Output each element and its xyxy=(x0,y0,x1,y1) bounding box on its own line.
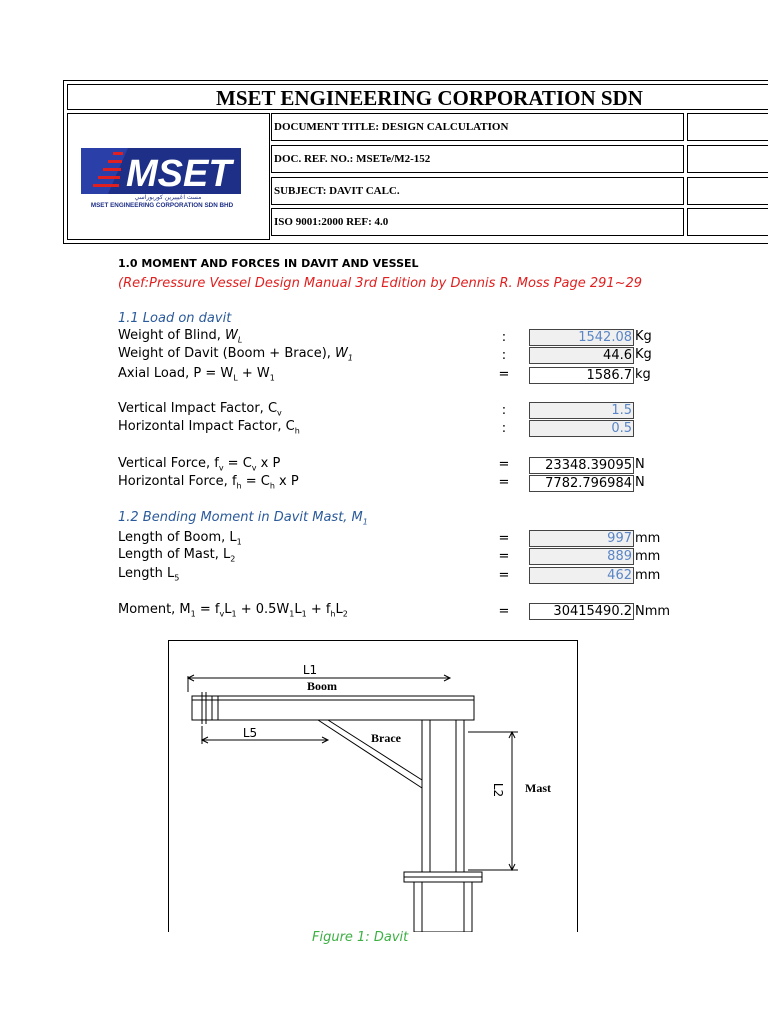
reference-note: (Ref:Pressure Vessel Design Manual 3rd Edition by Dennis R. Moss Page 291~29 xyxy=(118,276,643,291)
weight-blind-unit: Kg xyxy=(635,329,652,344)
equals: = xyxy=(498,457,510,472)
fh-value: 7782.796984 xyxy=(529,475,634,492)
l5-label: Length $L_5$ xyxy=(118,566,180,583)
l1-value[interactable]: 997 xyxy=(529,530,634,547)
m1-value: 30415490.2 xyxy=(529,603,634,620)
fv-value: 23348.39095 xyxy=(529,457,634,474)
ch-value[interactable]: 0.5 xyxy=(529,420,634,437)
equals: = xyxy=(498,367,510,382)
doc-ref-extra xyxy=(687,145,768,173)
doc-subject-extra xyxy=(687,177,768,205)
colon: : xyxy=(501,348,507,363)
doc-ref: DOC. REF. NO.: MSETe/M2-152 xyxy=(271,145,684,173)
figure-caption: Figure 1: Davit xyxy=(312,930,409,945)
label-l1: L1 xyxy=(302,663,318,677)
l5-unit: mm xyxy=(635,568,661,583)
label-l2: L2 xyxy=(491,782,505,798)
label-brace: Brace xyxy=(371,731,401,745)
equals: = xyxy=(498,604,510,619)
m1-unit: Nmm xyxy=(635,604,671,619)
load-heading: 1.1 Load on davit xyxy=(118,311,232,326)
equals: = xyxy=(498,475,510,490)
weight-blind-label: Weight of Blind, $W_L$ xyxy=(118,328,243,345)
equals: = xyxy=(498,549,510,564)
cv-label: Vertical Impact Factor, $C_v$ xyxy=(118,401,282,418)
colon: : xyxy=(501,330,507,345)
axial-load-unit: kg xyxy=(635,367,651,382)
weight-davit-unit: Kg xyxy=(635,347,652,362)
colon: : xyxy=(501,421,507,436)
label-mast: Mast xyxy=(525,781,551,795)
logo-subtext: MSET ENGINEERING CORPORATION SDN BHD xyxy=(90,202,234,209)
l1-label: Length of Boom, $L_1$ xyxy=(118,530,242,547)
cv-value[interactable]: 1.5 xyxy=(529,402,634,419)
logo-cell xyxy=(67,113,270,240)
colon: : xyxy=(501,403,507,418)
l2-value[interactable]: 889 xyxy=(529,548,634,565)
davit-drawing xyxy=(168,640,578,932)
m1-label: Moment, $M_1 = f_vL_1 + 0.5W_1L_1 + f_hL_2$ xyxy=(118,602,348,619)
ch-label: Horizontal Impact Factor, $C_h$ xyxy=(118,419,300,436)
doc-subject: SUBJECT: DAVIT CALC. xyxy=(271,177,684,205)
label-l5: L5 xyxy=(242,726,258,740)
company-title: MSET ENGINEERING CORPORATION SDN xyxy=(67,84,768,110)
weight-davit-value[interactable]: 44.6 xyxy=(529,347,634,364)
logo-text: MSET xyxy=(126,153,232,195)
weight-davit-label: Weight of Davit (Boom + Brace), $W_1$ xyxy=(118,346,353,363)
l2-unit: mm xyxy=(635,549,661,564)
fh-unit: N xyxy=(635,475,645,490)
weight-blind-value[interactable]: 1542.08 xyxy=(529,329,634,346)
doc-iso: ISO 9001:2000 REF: 4.0 xyxy=(271,208,684,236)
mset-logo xyxy=(68,114,269,239)
fv-unit: N xyxy=(635,457,645,472)
label-boom: Boom xyxy=(307,679,337,693)
axial-load-value: 1586.7 xyxy=(529,367,634,384)
axial-load-label: Axial Load, $P = W_L + W_1$ xyxy=(118,366,275,383)
equals: = xyxy=(498,568,510,583)
doc-title: DOCUMENT TITLE: DESIGN CALCULATION xyxy=(271,113,684,141)
svg-text:مست اڠيڽيرين كوربوراسي: مست اڠيڽيرين كوربوراسي xyxy=(134,194,202,201)
fv-label: Vertical Force, $f_v = C_v$ x P xyxy=(118,456,281,473)
fh-label: Horizontal Force, $f_h = C_h$ x P xyxy=(118,474,299,491)
equals: = xyxy=(498,531,510,546)
section-heading: 1.0 MOMENT AND FORCES IN DAVIT AND VESSEL xyxy=(118,257,419,270)
l1-unit: mm xyxy=(635,531,661,546)
l2-label: Length of Mast, $L_2$ xyxy=(118,547,236,564)
l5-value[interactable]: 462 xyxy=(529,567,634,584)
moment-heading: 1.2 Bending Moment in Davit Mast, $M_1$ xyxy=(118,510,368,527)
doc-iso-extra xyxy=(687,208,768,236)
doc-title-extra xyxy=(687,113,768,141)
